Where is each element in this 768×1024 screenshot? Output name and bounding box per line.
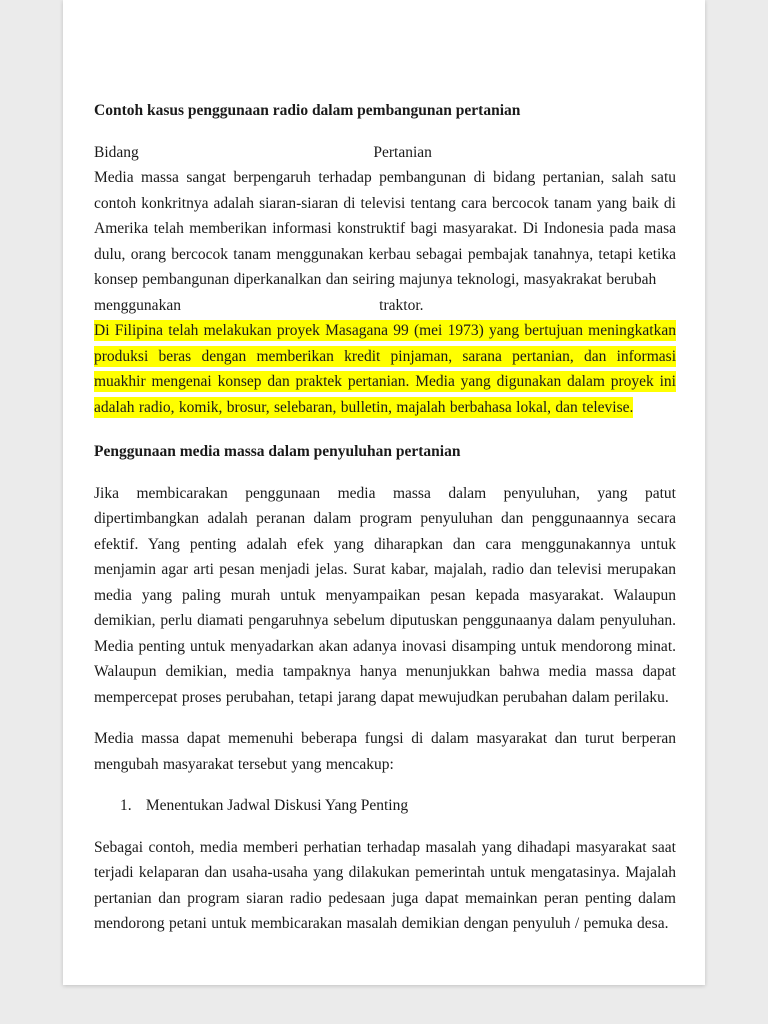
paragraph-media-massa: Media massa sangat berpengaruh terhadap pembangunan di bidang pertanian, salah satu contoh konkritnya adalah siaran-siaran di televisi tentang cara bercocok tanam yang baik di Amerika telah memberikan informasi konstruktif bagi masyarakat. Di Indonesia pada masa dulu, orang bercocok tanam menggunakan kerbau sebagai pembajak tanahnya, tetapi ketika konsep pembangunan diperkanalkan dan seiring majunya teknologi, masyakrakat berubah bbox=[94, 169, 676, 288]
list-item-number: 1. bbox=[120, 797, 132, 814]
list-item-text: Menentukan Jadwal Diskusi Yang Penting bbox=[145, 797, 409, 814]
paragraph-filipina bbox=[94, 318, 676, 420]
section-heading-penyuluhan: Penggunaan media massa dalam penyuluhan pertanian bbox=[94, 443, 461, 460]
document-title: Contoh kasus penggunaan radio dalam pembangunan pertanian bbox=[94, 102, 521, 119]
highlighted-text: Di Filipina telah melakukan proyek Masagana 99 (mei 1973) yang bertujuan meningkatkan produksi beras dengan memberikan kredit pinjaman, sarana pertanian, dan informasi muakhir mengenai konsep dan praktek pertanian. Media yang digunakan dalam proyek ini adalah radio, komik, brosur, selebaran, bulletin, majalah berbahasa lokal, dan televise. bbox=[94, 322, 676, 416]
list-item-jadwal-diskusi bbox=[94, 793, 676, 819]
paragraph-sebagai-contoh: Sebagai contoh, media memberi perhatian terhadap masalah yang dihadapi masyarakat saat terjadi kelaparan dan usaha-usaha yang dilakukan pemerintah untuk mengatasinya. Majalah pertanian dan program siaran radio pedesaan juga dapat memainkan peran penting dalam mendorong petani untuk membicarakan masalah demikian dengan penyuluh / pemuka desa. bbox=[94, 838, 676, 932]
document-page bbox=[63, 0, 705, 985]
paragraph-penyuluhan: Jika membicarakan penggunaan media massa dalam penyuluhan, yang patut dipertimbangkan adalah peranan dalam program penyuluhan dan penggunaannya secara efektif. Yang penting adalah efek yang diharapkan dan cara menggunakannya untuk menjamin agar arti pesan menjadi jelas. Surat kabar, majalah, radio dan televisi merupakan media yang paling murah untuk menyampaikan pesan kepada masyarakat. Walaupun demikian, perlu diamati pengaruhnya sebelum diputuskan penggunaanya dalam penyuluhan. Media penting untuk menyadarkan akan adanya inovasi disamping untuk mendorong minat. Walaupun demikian, media tampaknya hanya menunjukkan bahwa media massa dapat mempercepat proses perubahan, tetapi jarang dapat mewujudkan perubahan dalam perilaku. bbox=[94, 484, 676, 706]
field-value: Pertanian bbox=[373, 143, 432, 161]
field-line bbox=[94, 140, 676, 166]
field-label: Bidang bbox=[94, 143, 139, 161]
paragraph1-last-line bbox=[94, 293, 676, 319]
paragraph1-tail-right: traktor. bbox=[379, 296, 424, 314]
paragraph1-tail-left: menggunakan bbox=[94, 296, 181, 314]
paragraph-fungsi-media: Media massa dapat memenuhi beberapa fungsi di dalam masyarakat dan turut berperan mengubah masyarakat tersebut yang mencakup: bbox=[94, 730, 676, 773]
